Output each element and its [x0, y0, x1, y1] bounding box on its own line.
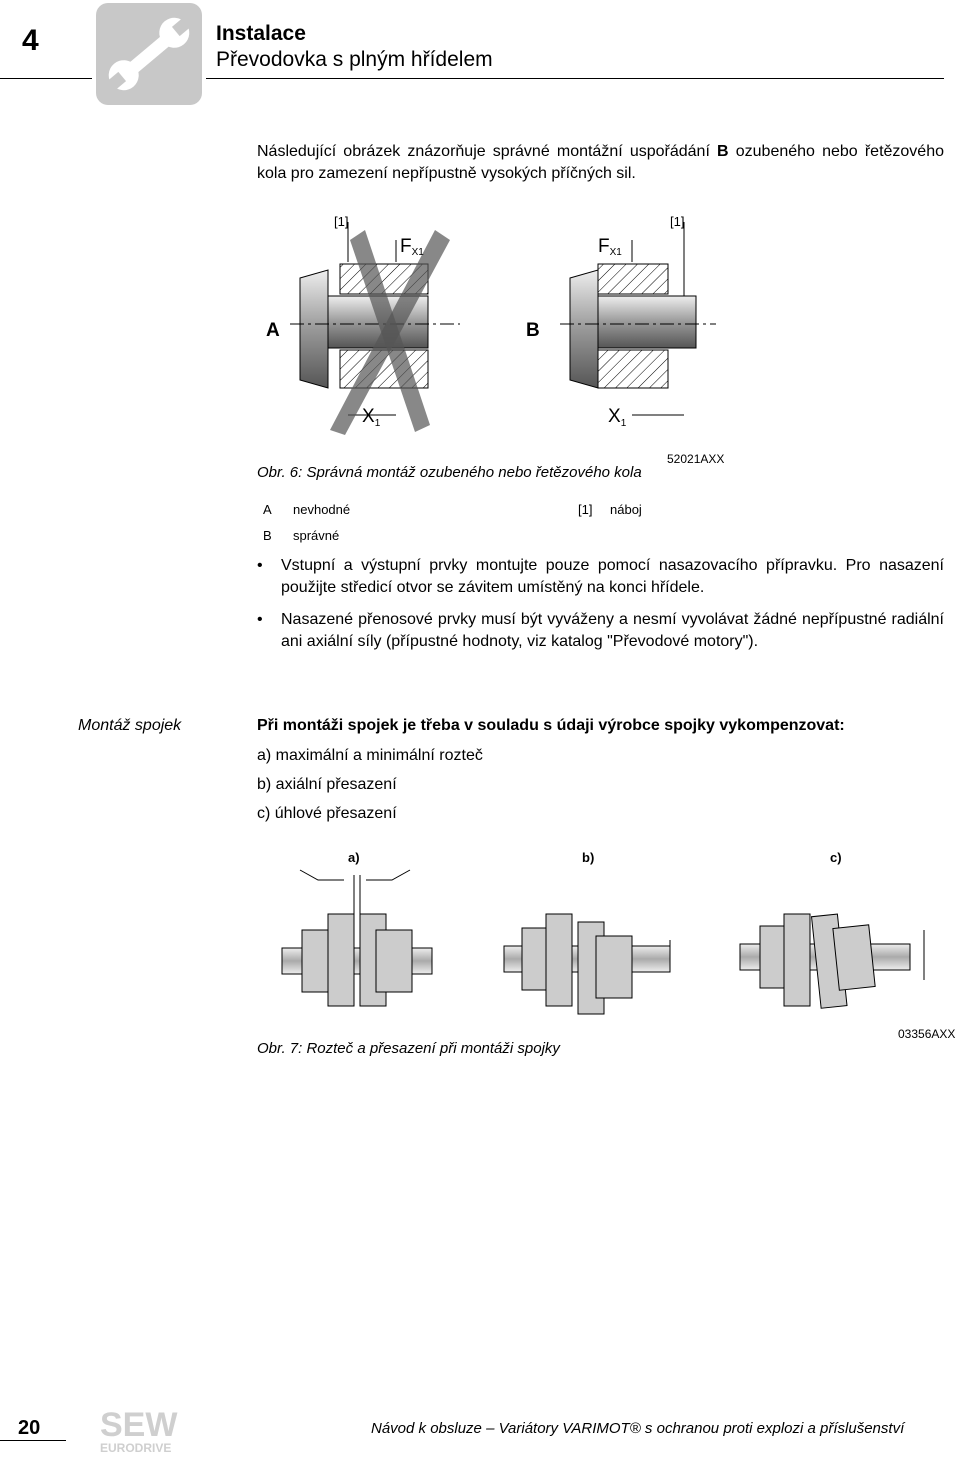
force-label-b [598, 236, 622, 258]
assembly-a [290, 222, 460, 435]
legend-value-b: správné [293, 528, 340, 543]
header-rule-right [206, 78, 944, 79]
fig7-label-a: a) [348, 850, 360, 865]
chapter-icon-box [96, 3, 202, 105]
figure-6-caption: Obr. 6: Správná montáž ozubeného nebo řetězového kola [257, 464, 642, 481]
section-side-label: Montáž spojek [78, 717, 182, 734]
footer-text: Návod k obsluze – Variátory VARIMOT® s ochranou proti explozi a příslušenství [371, 1420, 905, 1437]
assembly-b [560, 222, 716, 415]
figure-7-caption: Obr. 7: Rozteč a přesazení při montáži spojky [257, 1040, 560, 1057]
intro-text-1: Následující obrázek znázorňuje správné montážní uspořádání [257, 143, 718, 160]
bullet-dot: • [257, 557, 263, 574]
force-label-a [400, 236, 424, 258]
force-main-b: F [598, 236, 610, 257]
label-b: B [526, 320, 540, 341]
ref-1-a: [1] [334, 214, 349, 229]
coupling-item-b: b) axiální přesazení [257, 776, 397, 793]
force-sub-b: X1 [609, 247, 622, 258]
coupling-item-a: a) maximální a minimální rozteč [257, 747, 483, 764]
intro-text-2: ozubeného nebo řetězového kola pro zamezení nepřípustně vysokých příčných sil. [257, 143, 945, 182]
figure-7-id: 03356AXX [898, 1027, 956, 1041]
wrench-icon [96, 3, 202, 105]
force-sub-a: X1 [411, 247, 424, 258]
force-main-a: F [400, 236, 412, 257]
dist-sub-a: 1 [374, 418, 381, 429]
dist-main-a: X [362, 406, 375, 427]
logo-bottom-text: EURODRIVE [100, 1441, 172, 1454]
intro-paragraph [257, 141, 944, 185]
figure-7-drawing [260, 840, 950, 1020]
dist-label-a [362, 406, 381, 429]
label-a: A [266, 320, 280, 341]
bullet-item [257, 555, 944, 599]
footer-rule [0, 1440, 66, 1441]
logo-top-text: SEW [100, 1406, 178, 1444]
coupling-item-c: c) úhlové přesazení [257, 805, 397, 822]
chapter-title: Instalace [216, 22, 306, 45]
bullet-text: Vstupní a výstupní prvky montujte pouze pomocí nasazovacího přípravku. Pro nasazení použijte středicí otvor se závitem umístěný na konci hřídele. [281, 557, 944, 596]
chapter-subtitle: Převodovka s plným hřídelem [216, 48, 493, 71]
coupling-c [740, 911, 924, 1008]
install-bullets [257, 555, 944, 663]
sew-eurodrive-logo [98, 1406, 206, 1454]
header-rule-left [0, 78, 92, 79]
fig7-label-c: c) [830, 850, 842, 865]
bullet-dot: • [257, 611, 263, 628]
figure-6-id: 52021AXX [667, 452, 725, 466]
dist-main-b: X [608, 406, 621, 427]
legend-value-a: nevhodné [293, 502, 351, 517]
dist-label-b [608, 406, 627, 429]
coupling-a [282, 870, 432, 1006]
bullet-text: Nasazené přenosové prvky musí být vyváženy a nesmí vyvolávat žádné nepřípustné radiální ani axiální síly (přípustné hodnoty, viz katalog "Převodové motory"). [281, 611, 944, 650]
legend-key-1: [1] [578, 502, 593, 517]
legend-key-b: B [263, 528, 272, 543]
bullet-item [257, 609, 944, 653]
ref-1-b: [1] [670, 214, 685, 229]
dist-sub-b: 1 [620, 418, 627, 429]
page-number: 20 [18, 1417, 41, 1439]
figure-6-drawing [260, 200, 735, 440]
fig7-label-b: b) [582, 850, 595, 865]
chapter-number: 4 [22, 24, 39, 57]
intro-bold: B [717, 143, 729, 160]
coupling-heading: Při montáži spojek je třeba v souladu s údaji výrobce spojky vykompenzovat: [257, 717, 845, 734]
coupling-b [504, 914, 670, 1014]
legend-value-1: náboj [610, 502, 642, 517]
legend-key-a: A [263, 502, 272, 517]
